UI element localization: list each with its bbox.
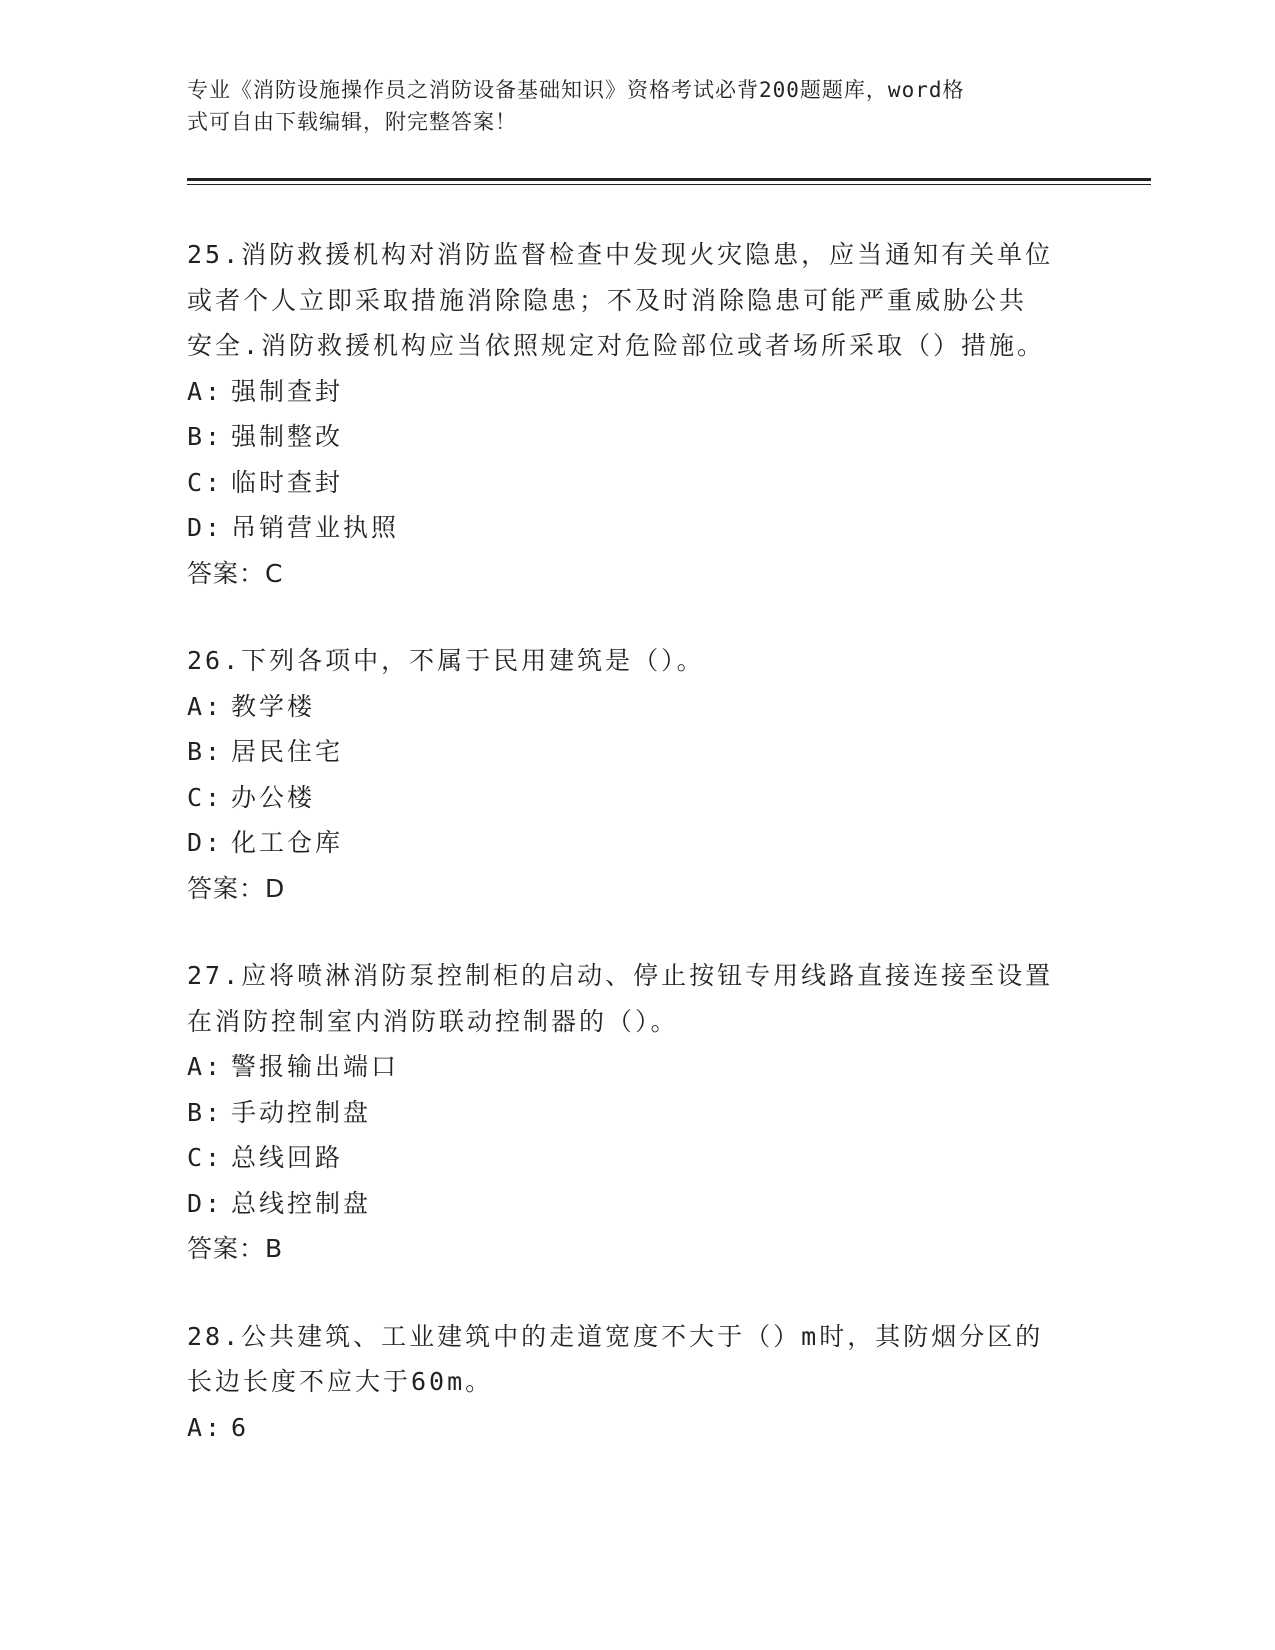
question-stem-line: 27.应将喷淋消防泵控制柜的启动、停止按钮专用线路直接连接至设置 [187,961,1054,990]
option-text: 化工仓库 [231,828,344,857]
answer-text: 答案：D [187,873,286,903]
answer-text: 答案：B [187,1234,284,1263]
header-line-2: 式可自由下载编辑，附完整答案！ [187,110,517,134]
option-a [187,369,1087,415]
question-stem-line: 25.消防救援机构对消防监督检查中发现火灾隐患，应当通知有关单位 [187,240,1054,269]
option-b [187,729,1087,775]
question-26 [187,638,1087,911]
option-text: 总线回路 [231,1143,344,1172]
option-text: 临时查封 [231,467,344,497]
question-28 [187,1314,1087,1451]
header-divider-thick [187,178,1151,181]
option-c [187,1135,1087,1181]
option-label: C: [187,467,224,497]
header-line-1: 专业《消防设施操作员之消防设备基础知识》资格考试必背200题题库，word格 [187,78,965,102]
option-text: 教学楼 [231,691,316,721]
question-stem-line: 或者个人立即采取措施消除隐患；不及时消除隐患可能严重威胁公共 [187,285,1028,315]
option-d [187,820,1087,866]
option-label: D: [187,828,224,857]
question-25 [187,232,1087,596]
option-label: A: [187,1412,224,1442]
option-text: 吊销营业执照 [231,513,400,542]
option-text: 6 [231,1412,250,1442]
option-b [187,1090,1087,1136]
option-b [187,414,1087,460]
question-stem-line: 在消防控制室内消防联动控制器的（）。 [187,1006,679,1036]
header-divider-thin [187,184,1151,185]
option-label: A: [187,691,224,721]
option-label: B: [187,737,224,766]
option-c [187,775,1087,821]
option-label: A: [187,1052,224,1081]
option-text: 强制查封 [231,376,344,406]
answer-text: 答案：C [187,558,284,588]
option-text: 居民住宅 [231,737,344,766]
option-text: 警报输出端口 [231,1052,400,1081]
question-stem-line: 长边长度不应大于60m。 [187,1367,494,1396]
option-label: D: [187,1188,224,1218]
option-label: A: [187,376,224,406]
option-label: B: [187,422,224,451]
question-stem-line: 26.下列各项中，不属于民用建筑是（）。 [187,646,705,675]
option-d [187,1181,1087,1227]
option-c [187,460,1087,506]
option-text: 总线控制盘 [231,1188,372,1218]
option-text: 手动控制盘 [231,1097,372,1127]
document-header [187,74,1067,138]
question-stem-line: 28.公共建筑、工业建筑中的走道宽度不大于（）m时，其防烟分区的 [187,1321,1044,1351]
option-text: 办公楼 [231,782,316,812]
option-label: C: [187,782,224,812]
option-label: C: [187,1143,224,1172]
option-label: B: [187,1097,224,1127]
question-27 [187,953,1087,1272]
question-stem-line: 安全.消防救援机构应当依照规定对危险部位或者场所采取（）措施。 [187,331,1046,360]
option-d [187,505,1087,551]
option-a [187,1405,1087,1451]
option-text: 强制整改 [231,422,344,451]
option-label: D: [187,513,224,542]
option-a [187,1044,1087,1090]
option-a [187,684,1087,730]
question-list [187,232,1087,1492]
